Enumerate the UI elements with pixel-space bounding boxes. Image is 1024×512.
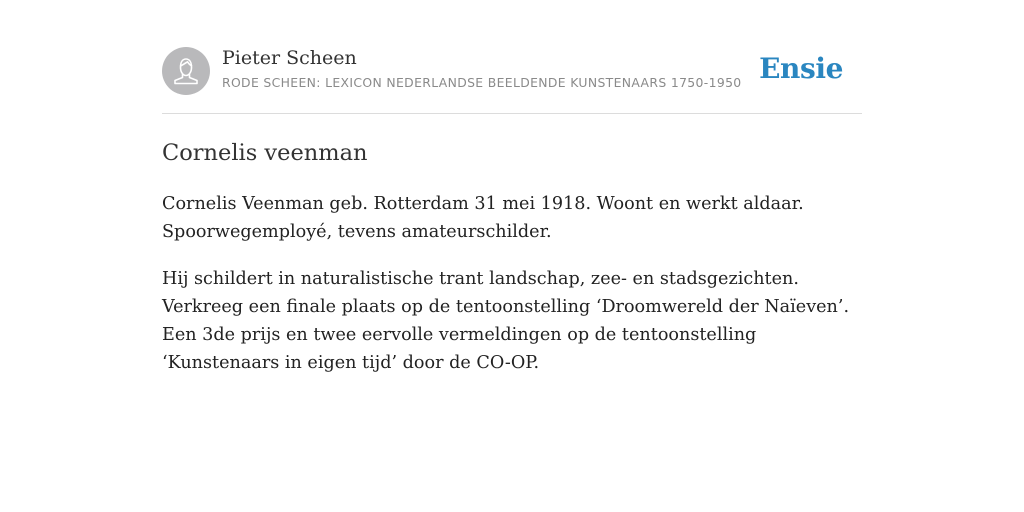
article-card [162,0,862,373]
user-icon [162,47,210,95]
ensie-logo[interactable]: Ensie [759,52,843,85]
article-title: Cornelis veenman [162,140,368,166]
source-label[interactable]: RODE SCHEEN: LEXICON NEDERLANDSE BEELDENDE KUNSTENAARS 1750-1950 [222,75,742,90]
article-paragraph: Hij schildert in naturalistische trant landschap, zee- en stadsgezichten. Verkreeg een finale plaats op de tentoonstelling ‘Droomwereld der Naïeven’. Een 3de prijs en twee eervolle vermeldingen op de tentoonstelling ‘Kunstenaars in eigen tijd’ door de CO-OP. [162,269,850,373]
article-paragraph: Cornelis Veenman geb. Rotterdam 31 mei 1918. Woont en werkt aldaar. Spoorwegemployé, tevens amateurschilder. [162,194,804,242]
article-body [162,190,862,396]
author-avatar[interactable] [162,47,210,95]
author-name[interactable]: Pieter Scheen [222,47,357,69]
article-header [162,0,862,114]
